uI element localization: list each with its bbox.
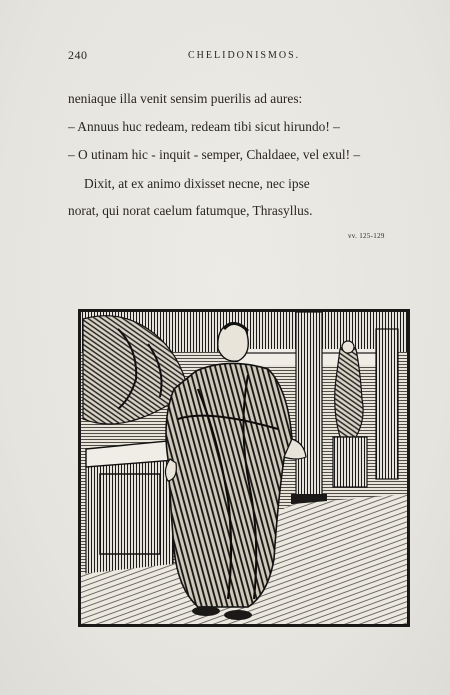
verse-citation: vv. 125-129 <box>348 232 385 240</box>
running-head: CHELIDONISMOS. <box>188 50 301 61</box>
verse-line: norat, qui norat caelum fatumque, Thrasyllus. <box>68 203 313 218</box>
verse-line: – Annuus huc redeam, redeam tibi sicut hirundo! – <box>68 119 340 134</box>
verse-line: Dixit, at ex animo dixisset necne, nec ipse <box>84 176 310 191</box>
verse-line: neniaque illa venit sensim puerilis ad aures: <box>68 91 303 106</box>
column <box>296 312 322 502</box>
pedestal <box>333 437 367 487</box>
page-number: 240 <box>68 48 88 62</box>
column <box>376 329 398 479</box>
woodcut-illustration <box>78 309 410 627</box>
verse-line: – O utinam hic - inquit - semper, Chaldaee, vel exul! – <box>68 147 361 162</box>
page-header <box>68 48 378 64</box>
